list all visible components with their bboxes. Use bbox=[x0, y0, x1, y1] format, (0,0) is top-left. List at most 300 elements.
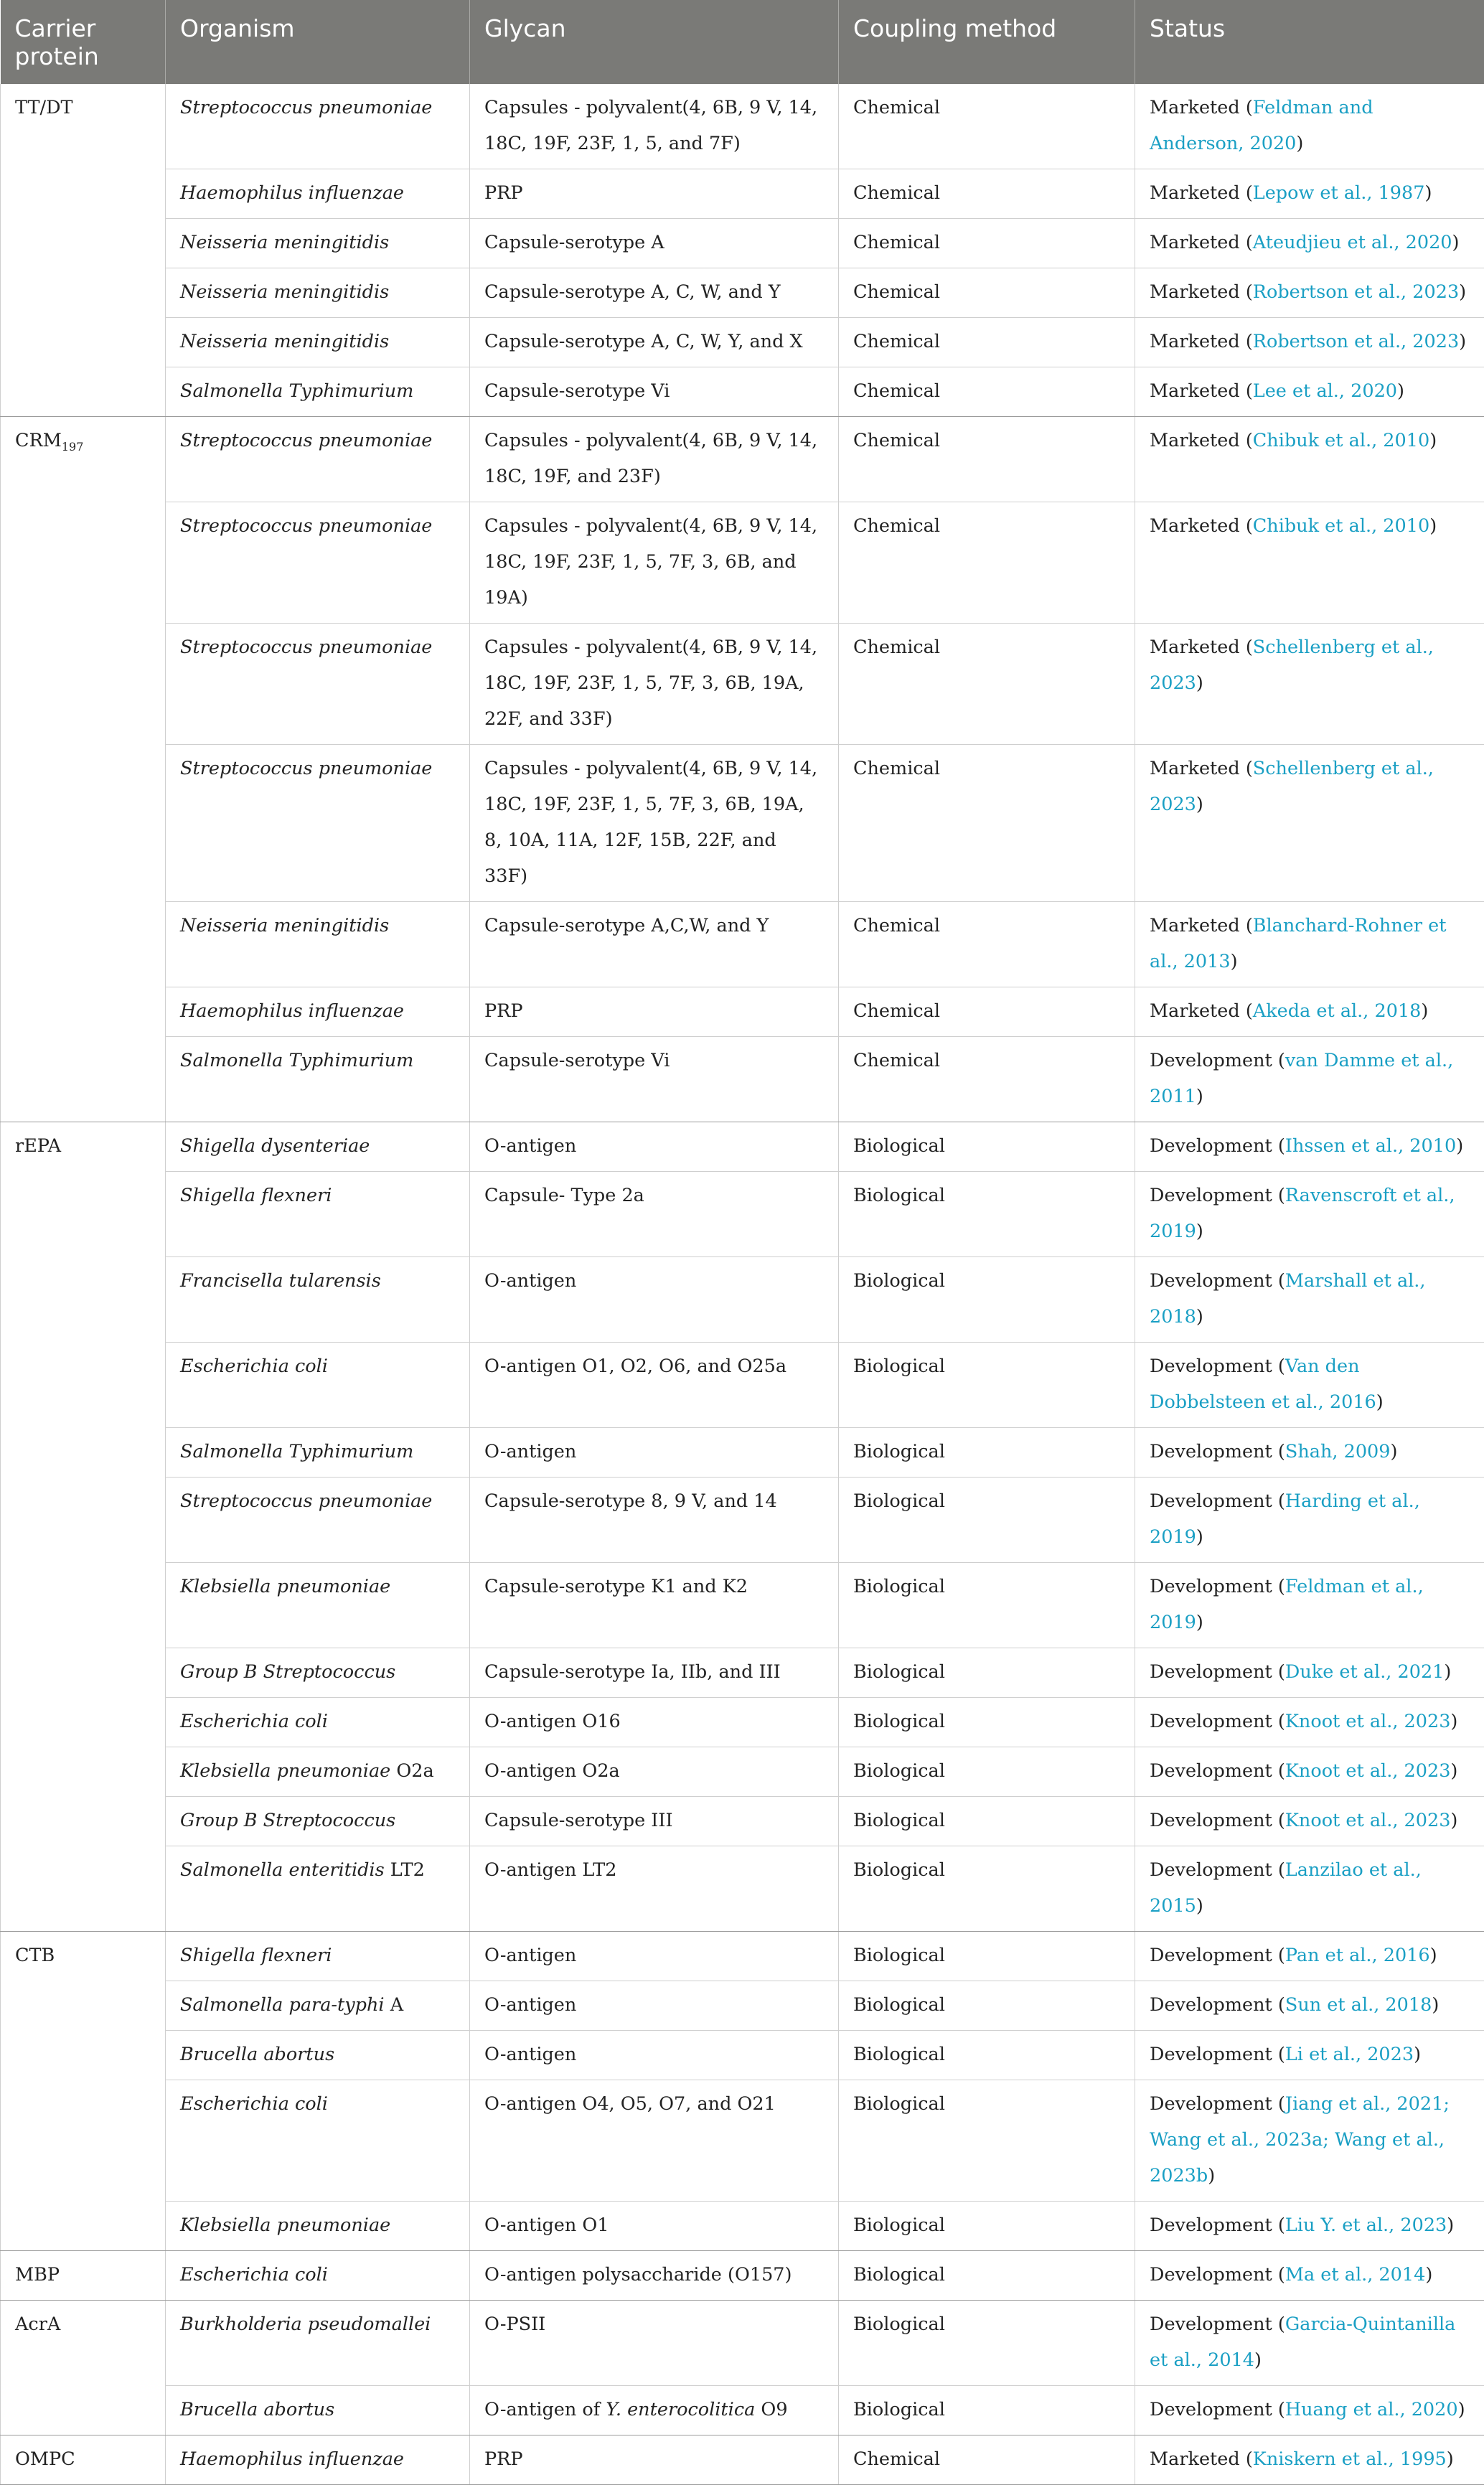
organism-name: Brucella abortus bbox=[180, 2044, 334, 2065]
status-text: Marketed bbox=[1150, 232, 1240, 253]
glycan-text: Capsule-serotype Ia, IIb, and III bbox=[484, 1661, 781, 1683]
glycan-suffix: O9 bbox=[761, 2399, 787, 2420]
organism-name: Escherichia coli bbox=[180, 1356, 328, 1377]
table-row bbox=[1, 84, 1484, 169]
glycan-italic: Y. enterocolitica bbox=[606, 2399, 755, 2420]
organism-name: Shigella flexneri bbox=[180, 1945, 332, 1966]
organism-suffix: LT2 bbox=[390, 1859, 425, 1881]
table-row bbox=[1, 2202, 1484, 2251]
coupling-method-cell: Biological bbox=[839, 1698, 1135, 1747]
glycan-text: O-antigen O2a bbox=[484, 1760, 620, 1782]
status-cell: Development (Huang et al., 2020) bbox=[1135, 2386, 1484, 2435]
carrier-protein-cell bbox=[1, 2301, 166, 2435]
carrier-protein-label: OMPC bbox=[15, 2448, 75, 2470]
organism-cell bbox=[166, 2031, 470, 2080]
organism-suffix: A bbox=[390, 1994, 403, 2016]
header-carrier-protein: Carrier protein bbox=[1, 0, 166, 84]
status-text: Marketed bbox=[1150, 636, 1240, 658]
glycan-text: O-antigen bbox=[484, 1994, 576, 2016]
coupling-method-cell: Chemical bbox=[839, 84, 1135, 169]
status-text: Development bbox=[1150, 2264, 1272, 2286]
glycan-text: Capsules - polyvalent(4, 6B, 9 V, 14, 18C, 19F, 23F, 1, 5, and 7F) bbox=[484, 97, 817, 154]
status-text: Development bbox=[1150, 2399, 1272, 2420]
reference-link[interactable]: Schellenberg et al., 2023 bbox=[1150, 636, 1434, 694]
organism-name: Streptococcus pneumoniae bbox=[180, 636, 432, 658]
glycan-cell bbox=[470, 1257, 839, 1343]
carrier-protein-cell bbox=[1, 2251, 166, 2301]
reference-link[interactable]: Lee et al., 2020 bbox=[1253, 380, 1397, 402]
reference-link[interactable]: Lepow et al., 1987 bbox=[1253, 182, 1425, 204]
status-text: Marketed bbox=[1150, 380, 1240, 402]
glycan-cell bbox=[470, 367, 839, 417]
organism-name: Salmonella Typhimurium bbox=[180, 380, 413, 402]
organism-cell bbox=[166, 318, 470, 367]
table-row bbox=[1, 1172, 1484, 1257]
reference-link[interactable]: Huang et al., 2020 bbox=[1285, 2399, 1458, 2420]
status-text: Development bbox=[1150, 1270, 1272, 1292]
status-text: Development bbox=[1150, 1441, 1272, 1462]
organism-cell bbox=[166, 2301, 470, 2386]
glycan-text: Capsule-serotype Vi bbox=[484, 380, 670, 402]
status-cell: Development (Harding et al., 2019) bbox=[1135, 1478, 1484, 1563]
glycan-cell bbox=[470, 624, 839, 745]
table-row bbox=[1, 2435, 1484, 2485]
organism-name: Salmonella para-typhi bbox=[180, 1994, 385, 2016]
organism-name: Escherichia coli bbox=[180, 2093, 328, 2115]
organism-name: Neisseria meningitidis bbox=[180, 281, 389, 303]
organism-cell bbox=[166, 1428, 470, 1478]
organism-name: Group B Streptococcus bbox=[180, 1810, 395, 1831]
reference-link[interactable]: Ma et al., 2014 bbox=[1285, 2264, 1425, 2286]
coupling-method-cell: Biological bbox=[839, 2202, 1135, 2251]
status-cell: Marketed (Feldman and Anderson, 2020) bbox=[1135, 84, 1484, 169]
carrier-protein-cell bbox=[1, 1122, 166, 1932]
carrier-protein-cell bbox=[1, 2435, 166, 2485]
coupling-method-cell: Biological bbox=[839, 1932, 1135, 1981]
coupling-method-cell: Biological bbox=[839, 2301, 1135, 2386]
organism-name: Klebsiella pneumoniae bbox=[180, 2214, 390, 2236]
organism-cell bbox=[166, 987, 470, 1037]
status-cell: Marketed (Chibuk et al., 2010) bbox=[1135, 502, 1484, 624]
status-text: Development bbox=[1150, 2214, 1272, 2236]
table-row bbox=[1, 2080, 1484, 2202]
organism-name: Streptococcus pneumoniae bbox=[180, 758, 432, 779]
glycan-text: Capsules - polyvalent(4, 6B, 9 V, 14, 18C, 19F, and 23F) bbox=[484, 430, 817, 487]
organism-cell bbox=[166, 902, 470, 987]
coupling-method-cell: Chemical bbox=[839, 2435, 1135, 2485]
status-cell: Marketed (Blanchard-Rohner et al., 2013) bbox=[1135, 902, 1484, 987]
organism-suffix: O2a bbox=[396, 1760, 433, 1782]
glycan-cell bbox=[470, 268, 839, 318]
glycan-text: Capsule-serotype 8, 9 V, and 14 bbox=[484, 1490, 777, 1512]
glycan-cell bbox=[470, 1037, 839, 1122]
table-row bbox=[1, 1797, 1484, 1846]
coupling-method-cell: Chemical bbox=[839, 169, 1135, 219]
status-text: Development bbox=[1150, 1356, 1272, 1377]
reference-link[interactable]: van Damme et al., 2011 bbox=[1150, 1050, 1453, 1107]
header-coupling-method: Coupling method bbox=[839, 0, 1135, 84]
organism-cell bbox=[166, 367, 470, 417]
glycan-text: Capsules - polyvalent(4, 6B, 9 V, 14, 18C, 19F, 23F, 1, 5, 7F, 3, 6B, 19A, 8, 10A, 11A, 12F, 15B, 22F, and 33F) bbox=[484, 758, 817, 887]
glycan-cell bbox=[470, 2251, 839, 2301]
glycan-text: Capsules - polyvalent(4, 6B, 9 V, 14, 18C, 19F, 23F, 1, 5, 7F, 3, 6B, 19A, 22F, and 33F) bbox=[484, 636, 817, 730]
reference-link[interactable]: Robertson et al., 2023 bbox=[1253, 331, 1459, 352]
organism-cell bbox=[166, 2251, 470, 2301]
glycan-cell bbox=[470, 902, 839, 987]
glycan-text: Capsule-serotype A,C,W, and Y bbox=[484, 915, 769, 936]
status-cell: Marketed (Akeda et al., 2018) bbox=[1135, 987, 1484, 1037]
reference-link[interactable]: Feldman et al., 2019 bbox=[1150, 1576, 1424, 1633]
glycan-text: Capsules - polyvalent(4, 6B, 9 V, 14, 18C, 19F, 23F, 1, 5, 7F, 3, 6B, and 19A) bbox=[484, 515, 817, 609]
status-text: Marketed bbox=[1150, 515, 1240, 537]
reference-link[interactable]: Blanchard-Rohner et al., 2013 bbox=[1150, 915, 1446, 972]
organism-cell bbox=[166, 1648, 470, 1698]
glycan-cell bbox=[470, 1478, 839, 1563]
reference-link[interactable]: Knoot et al., 2023 bbox=[1285, 1760, 1451, 1782]
status-cell: Development (van Damme et al., 2011) bbox=[1135, 1037, 1484, 1122]
status-text: Development bbox=[1150, 1945, 1272, 1966]
header-glycan: Glycan bbox=[470, 0, 839, 84]
reference-link[interactable]: Akeda et al., 2018 bbox=[1253, 1000, 1422, 1022]
table-row bbox=[1, 268, 1484, 318]
status-cell: Marketed (Lepow et al., 1987) bbox=[1135, 169, 1484, 219]
organism-cell bbox=[166, 1698, 470, 1747]
coupling-method-cell: Biological bbox=[839, 1257, 1135, 1343]
carrier-protein-label: TT/DT bbox=[15, 97, 73, 118]
coupling-method-cell: Chemical bbox=[839, 745, 1135, 902]
reference-link[interactable]: Van den Dobbelsteen et al., 2016 bbox=[1150, 1356, 1376, 1413]
status-cell: Development (Garcia-Quintanilla et al., 2014) bbox=[1135, 2301, 1484, 2386]
glycan-cell bbox=[470, 1747, 839, 1797]
coupling-method-cell: Biological bbox=[839, 1172, 1135, 1257]
status-cell: Development (Liu Y. et al., 2023) bbox=[1135, 2202, 1484, 2251]
carrier-protein-cell bbox=[1, 417, 166, 1122]
status-text: Development bbox=[1150, 2093, 1272, 2115]
table-row bbox=[1, 1122, 1484, 1172]
table-row bbox=[1, 2251, 1484, 2301]
glycan-cell bbox=[470, 2202, 839, 2251]
organism-name: Escherichia coli bbox=[180, 1711, 328, 1732]
status-text: Development bbox=[1150, 1135, 1272, 1157]
glycan-text: Capsule-serotype A bbox=[484, 232, 664, 253]
status-text: Marketed bbox=[1150, 430, 1240, 451]
glycan-text: O-antigen polysaccharide (O157) bbox=[484, 2264, 792, 2286]
status-cell: Development (Li et al., 2023) bbox=[1135, 2031, 1484, 2080]
organism-cell bbox=[166, 1478, 470, 1563]
coupling-method-cell: Chemical bbox=[839, 1037, 1135, 1122]
reference-link[interactable]: Robertson et al., 2023 bbox=[1253, 281, 1459, 303]
glycan-text: O-antigen LT2 bbox=[484, 1859, 617, 1881]
reference-link[interactable]: Garcia-Quintanilla et al., 2014 bbox=[1150, 2313, 1455, 2371]
organism-cell bbox=[166, 84, 470, 169]
table-body bbox=[1, 84, 1484, 2485]
glycan-text: PRP bbox=[484, 1000, 523, 1022]
reference-link[interactable]: Chibuk et al., 2010 bbox=[1253, 430, 1429, 451]
organism-cell bbox=[166, 1747, 470, 1797]
coupling-method-cell: Chemical bbox=[839, 902, 1135, 987]
status-cell: Development (Jiang et al., 2021; Wang et al., 2023a; Wang et al., 2023b) bbox=[1135, 2080, 1484, 2202]
reference-link[interactable]: Duke et al., 2021 bbox=[1285, 1661, 1445, 1683]
carrier-protein-cell bbox=[1, 84, 166, 417]
carrier-protein-label: rEPA bbox=[15, 1135, 61, 1157]
status-cell: Development (Van den Dobbelsteen et al., 2016) bbox=[1135, 1343, 1484, 1428]
glycan-text: Capsule-serotype A, C, W, and Y bbox=[484, 281, 781, 303]
organism-cell bbox=[166, 1172, 470, 1257]
header-organism: Organism bbox=[166, 0, 470, 84]
organism-name: Burkholderia pseudomallei bbox=[180, 2313, 431, 2335]
glycan-cell bbox=[470, 745, 839, 902]
glycan-cell bbox=[470, 84, 839, 169]
organism-cell bbox=[166, 2202, 470, 2251]
glycan-text: O-antigen O1, O2, O6, and O25a bbox=[484, 1356, 786, 1377]
status-cell: Development (Duke et al., 2021) bbox=[1135, 1648, 1484, 1698]
status-text: Development bbox=[1150, 1490, 1272, 1512]
table-row bbox=[1, 1698, 1484, 1747]
reference-link[interactable]: Harding et al., 2019 bbox=[1150, 1490, 1420, 1548]
coupling-method-cell: Biological bbox=[839, 2080, 1135, 2202]
table-row bbox=[1, 2386, 1484, 2435]
organism-cell bbox=[166, 1981, 470, 2031]
glycan-prefix: O-antigen of bbox=[484, 2399, 600, 2420]
table-row bbox=[1, 987, 1484, 1037]
table-row bbox=[1, 624, 1484, 745]
organism-name: Klebsiella pneumoniae bbox=[180, 1760, 390, 1782]
coupling-method-cell: Biological bbox=[839, 1846, 1135, 1932]
status-cell: Development (Marshall et al., 2018) bbox=[1135, 1257, 1484, 1343]
organism-name: Group B Streptococcus bbox=[180, 1661, 395, 1683]
table-row bbox=[1, 1428, 1484, 1478]
organism-name: Streptococcus pneumoniae bbox=[180, 430, 432, 451]
status-cell: Development (Lanzilao et al., 2015) bbox=[1135, 1846, 1484, 1932]
table-row bbox=[1, 2301, 1484, 2386]
table-row bbox=[1, 1981, 1484, 2031]
organism-cell bbox=[166, 502, 470, 624]
status-text: Marketed bbox=[1150, 182, 1240, 204]
table-row bbox=[1, 1343, 1484, 1428]
coupling-method-cell: Chemical bbox=[839, 367, 1135, 417]
table-row bbox=[1, 1932, 1484, 1981]
coupling-method-cell: Chemical bbox=[839, 987, 1135, 1037]
table-row bbox=[1, 417, 1484, 502]
glycan-cell bbox=[470, 2301, 839, 2386]
table-row bbox=[1, 1747, 1484, 1797]
status-cell: Development (Ravenscroft et al., 2019) bbox=[1135, 1172, 1484, 1257]
organism-cell bbox=[166, 2080, 470, 2202]
reference-link[interactable]: Feldman and Anderson, 2020 bbox=[1150, 97, 1373, 154]
organism-name: Shigella dysenteriae bbox=[180, 1135, 370, 1157]
organism-cell bbox=[166, 219, 470, 268]
status-cell: Development (Sun et al., 2018) bbox=[1135, 1981, 1484, 2031]
status-text: Marketed bbox=[1150, 1000, 1240, 1022]
glycan-text: O-antigen bbox=[484, 1441, 576, 1462]
glycan-text: O-antigen bbox=[484, 1945, 576, 1966]
table-row bbox=[1, 1257, 1484, 1343]
header-status: Status bbox=[1135, 0, 1484, 84]
glycan-cell bbox=[470, 1172, 839, 1257]
coupling-method-cell: Biological bbox=[839, 2386, 1135, 2435]
organism-name: Neisseria meningitidis bbox=[180, 915, 389, 936]
organism-name: Streptococcus pneumoniae bbox=[180, 97, 432, 118]
organism-name: Haemophilus influenzae bbox=[180, 182, 404, 204]
reference-link[interactable]: Schellenberg et al., 2023 bbox=[1150, 758, 1434, 815]
table-row bbox=[1, 1563, 1484, 1648]
reference-link[interactable]: Marshall et al., 2018 bbox=[1150, 1270, 1426, 1328]
coupling-method-cell: Chemical bbox=[839, 417, 1135, 502]
reference-link[interactable]: Chibuk et al., 2010 bbox=[1253, 515, 1429, 537]
coupling-method-cell: Biological bbox=[839, 2251, 1135, 2301]
status-text: Development bbox=[1150, 2313, 1272, 2335]
glycan-text: Capsule-serotype A, C, W, Y, and X bbox=[484, 331, 803, 352]
organism-cell bbox=[166, 1343, 470, 1428]
glycan-text: O-antigen O1 bbox=[484, 2214, 609, 2236]
status-text: Development bbox=[1150, 1760, 1272, 1782]
organism-name: Salmonella Typhimurium bbox=[180, 1441, 413, 1462]
table-row bbox=[1, 219, 1484, 268]
glycan-cell bbox=[470, 1428, 839, 1478]
organism-name: Escherichia coli bbox=[180, 2264, 328, 2286]
status-cell: Marketed (Chibuk et al., 2010) bbox=[1135, 417, 1484, 502]
coupling-method-cell: Biological bbox=[839, 1648, 1135, 1698]
status-text: Marketed bbox=[1150, 915, 1240, 936]
status-text: Development bbox=[1150, 1661, 1272, 1683]
organism-name: Streptococcus pneumoniae bbox=[180, 515, 432, 537]
status-cell: Marketed (Schellenberg et al., 2023) bbox=[1135, 624, 1484, 745]
glycan-cell bbox=[470, 1563, 839, 1648]
reference-link[interactable]: Pan et al., 2016 bbox=[1285, 1945, 1430, 1966]
coupling-method-cell: Chemical bbox=[839, 502, 1135, 624]
organism-cell bbox=[166, 2435, 470, 2485]
reference-link[interactable]: Lanzilao et al., 2015 bbox=[1150, 1859, 1422, 1917]
carrier-protein-cell bbox=[1, 1932, 166, 2251]
reference-link[interactable]: Ateudjieu et al., 2020 bbox=[1253, 232, 1452, 253]
organism-cell bbox=[166, 1122, 470, 1172]
glycan-text: O-antigen bbox=[484, 1270, 576, 1292]
status-text: Development bbox=[1150, 2044, 1272, 2065]
coupling-method-cell: Biological bbox=[839, 1981, 1135, 2031]
status-cell: Development (Knoot et al., 2023) bbox=[1135, 1698, 1484, 1747]
coupling-method-cell: Biological bbox=[839, 2031, 1135, 2080]
glycan-text: O-antigen bbox=[484, 1135, 576, 1157]
glycan-text: O-PSII bbox=[484, 2313, 545, 2335]
reference-link[interactable]: Ihssen et al., 2010 bbox=[1285, 1135, 1456, 1157]
status-cell: Development (Knoot et al., 2023) bbox=[1135, 1747, 1484, 1797]
table-row bbox=[1, 1846, 1484, 1932]
table-row bbox=[1, 1478, 1484, 1563]
reference-link[interactable]: Knoot et al., 2023 bbox=[1285, 1711, 1451, 1732]
glycan-cell bbox=[470, 1932, 839, 1981]
status-text: Marketed bbox=[1150, 758, 1240, 779]
glycan-cell bbox=[470, 1648, 839, 1698]
table-row bbox=[1, 367, 1484, 417]
organism-cell bbox=[166, 1797, 470, 1846]
glycan-cell bbox=[470, 1797, 839, 1846]
glycan-text: O-antigen bbox=[484, 2044, 576, 2065]
glycan-text: Capsule- Type 2a bbox=[484, 1185, 644, 1206]
status-text: Marketed bbox=[1150, 2448, 1240, 2470]
status-text: Marketed bbox=[1150, 331, 1240, 352]
table-row bbox=[1, 318, 1484, 367]
status-text: Development bbox=[1150, 1859, 1272, 1881]
status-cell: Marketed (Ateudjieu et al., 2020) bbox=[1135, 219, 1484, 268]
table-row bbox=[1, 2031, 1484, 2080]
glycan-cell bbox=[470, 318, 839, 367]
organism-name: Haemophilus influenzae bbox=[180, 1000, 404, 1022]
glycan-cell bbox=[470, 2080, 839, 2202]
reference-link[interactable]: Shah, 2009 bbox=[1285, 1441, 1391, 1462]
reference-link[interactable]: Knoot et al., 2023 bbox=[1285, 1810, 1451, 1831]
reference-link[interactable]: Kniskern et al., 1995 bbox=[1253, 2448, 1447, 2470]
status-text: Marketed bbox=[1150, 97, 1240, 118]
organism-cell bbox=[166, 169, 470, 219]
glycan-cell bbox=[470, 502, 839, 624]
carrier-protein-label: AcrA bbox=[15, 2313, 60, 2335]
status-text: Marketed bbox=[1150, 281, 1240, 303]
organism-cell bbox=[166, 1257, 470, 1343]
status-text: Development bbox=[1150, 1711, 1272, 1732]
coupling-method-cell: Biological bbox=[839, 1428, 1135, 1478]
coupling-method-cell: Biological bbox=[839, 1478, 1135, 1563]
glycan-text: Capsule-serotype III bbox=[484, 1810, 673, 1831]
carrier-protein-subscript: 197 bbox=[62, 440, 84, 454]
organism-name: Francisella tularensis bbox=[180, 1270, 381, 1292]
glycan-text: O-antigen O4, O5, O7, and O21 bbox=[484, 2093, 776, 2115]
table-row bbox=[1, 902, 1484, 987]
glycan-cell bbox=[470, 417, 839, 502]
status-text: Development bbox=[1150, 1050, 1272, 1071]
organism-cell bbox=[166, 745, 470, 902]
reference-link[interactable]: Li et al., 2023 bbox=[1285, 2044, 1414, 2065]
carrier-protein-label: CRM bbox=[15, 430, 62, 451]
glycan-text: PRP bbox=[484, 182, 523, 204]
status-cell: Marketed (Robertson et al., 2023) bbox=[1135, 268, 1484, 318]
table-row bbox=[1, 1037, 1484, 1122]
coupling-method-cell: Chemical bbox=[839, 268, 1135, 318]
status-cell: Development (Ma et al., 2014) bbox=[1135, 2251, 1484, 2301]
reference-link[interactable]: Jiang et al., 2021; Wang et al., 2023a; Wang et al., 2023b bbox=[1150, 2093, 1450, 2186]
organism-cell bbox=[166, 624, 470, 745]
glycan-text: Capsule-serotype K1 and K2 bbox=[484, 1576, 748, 1597]
glycan-cell bbox=[470, 2031, 839, 2080]
reference-link[interactable]: Liu Y. et al., 2023 bbox=[1285, 2214, 1447, 2236]
glycan-cell bbox=[470, 1122, 839, 1172]
glycan-cell bbox=[470, 219, 839, 268]
organism-name: Neisseria meningitidis bbox=[180, 331, 389, 352]
table-header bbox=[1, 0, 1484, 84]
status-cell: Marketed (Lee et al., 2020) bbox=[1135, 367, 1484, 417]
coupling-method-cell: Biological bbox=[839, 1343, 1135, 1428]
glycan-cell bbox=[470, 1698, 839, 1747]
organism-cell bbox=[166, 417, 470, 502]
status-cell: Development (Knoot et al., 2023) bbox=[1135, 1797, 1484, 1846]
status-cell: Development (Ihssen et al., 2010) bbox=[1135, 1122, 1484, 1172]
coupling-method-cell: Biological bbox=[839, 1797, 1135, 1846]
status-text: Development bbox=[1150, 1576, 1272, 1597]
coupling-method-cell: Chemical bbox=[839, 318, 1135, 367]
organism-cell bbox=[166, 1932, 470, 1981]
status-text: Development bbox=[1150, 1994, 1272, 2016]
coupling-method-cell: Chemical bbox=[839, 624, 1135, 745]
status-cell: Marketed (Kniskern et al., 1995) bbox=[1135, 2435, 1484, 2485]
table-row bbox=[1, 745, 1484, 902]
reference-link[interactable]: Sun et al., 2018 bbox=[1285, 1994, 1432, 2016]
carrier-protein-label: CTB bbox=[15, 1945, 55, 1966]
organism-cell bbox=[166, 1563, 470, 1648]
table-row bbox=[1, 169, 1484, 219]
glycan-cell bbox=[470, 2386, 839, 2435]
reference-link[interactable]: Ravenscroft et al., 2019 bbox=[1150, 1185, 1455, 1242]
glycan-text: Capsule-serotype Vi bbox=[484, 1050, 670, 1071]
glycan-text: O-antigen O16 bbox=[484, 1711, 621, 1732]
